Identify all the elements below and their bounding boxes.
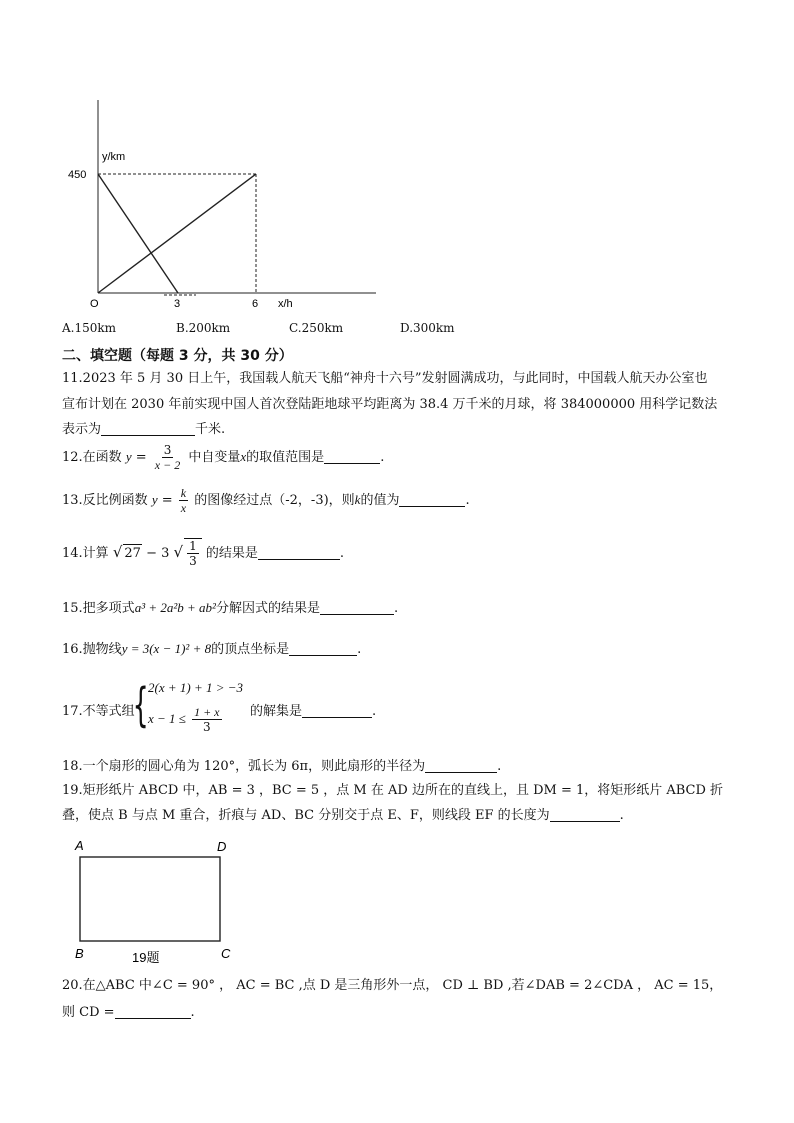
x-tick-3: 3 bbox=[174, 298, 181, 310]
q18-text: 18.一个扇形的圆心角为 120°，弧长为 6π，则此扇形的半径为 bbox=[62, 759, 426, 774]
q20-answer-blank[interactable] bbox=[115, 1004, 191, 1019]
q11-line2: 宣布计划在 2030 年前实现中国人首次登陆距地球平均距离为 38.4 万千米的月球，将 384000000 用科学记数法 bbox=[62, 397, 718, 412]
q14-text: 的结果是 bbox=[205, 546, 258, 561]
vertex-a: A bbox=[75, 838, 84, 853]
q16-text: 的顶点坐标是 bbox=[211, 642, 290, 657]
q18-answer-blank[interactable] bbox=[425, 758, 497, 773]
vertex-d: D bbox=[217, 839, 227, 854]
q12-end: . bbox=[380, 450, 385, 465]
q19-line2 bbox=[62, 807, 624, 825]
rectangle-abcd bbox=[80, 857, 220, 941]
q20-end: . bbox=[190, 1005, 195, 1020]
q14-prefix: 14.计算 bbox=[62, 546, 109, 561]
q16-expression: y = 3(x − 1)² + 8 bbox=[121, 641, 212, 656]
q11-line3-suffix: 千米. bbox=[195, 422, 226, 437]
option-a: A.150km bbox=[62, 321, 117, 335]
option-c: C.250km bbox=[289, 321, 344, 335]
q13-end: . bbox=[465, 493, 470, 508]
q17-inequality-2 bbox=[148, 705, 224, 734]
q14 bbox=[62, 538, 344, 568]
q12-denominator: x − 2 bbox=[154, 458, 181, 472]
q17-text: 的解集是 bbox=[250, 704, 303, 719]
option-d: D.300km bbox=[400, 321, 455, 335]
q17-numerator: 1 + x bbox=[194, 705, 220, 719]
q20-line2 bbox=[62, 1004, 195, 1022]
q16 bbox=[62, 640, 361, 659]
q13-fraction bbox=[179, 486, 188, 515]
q14-radicand: 27 bbox=[124, 546, 141, 561]
q15-prefix: 15.把多项式 bbox=[62, 601, 135, 616]
q15-end: . bbox=[393, 601, 399, 616]
q14-numerator: 1 bbox=[189, 539, 197, 553]
q16-prefix: 16.抛物线 bbox=[62, 642, 122, 657]
q13-var-y: y bbox=[151, 492, 158, 507]
q15 bbox=[62, 599, 398, 618]
q19-answer-blank[interactable] bbox=[550, 807, 620, 822]
q13-numerator: k bbox=[180, 486, 187, 500]
q12 bbox=[62, 443, 384, 472]
q16-end: . bbox=[357, 642, 362, 657]
q17-answer-blank[interactable] bbox=[302, 703, 372, 718]
q17-end: . bbox=[372, 704, 377, 719]
q19-end: . bbox=[619, 808, 624, 823]
section-title: 二、填空题（每题 3 分，共 30 分） bbox=[62, 348, 293, 364]
q14-radical-icon-2: √ bbox=[173, 543, 184, 561]
q15-text: 分解因式的结果是 bbox=[215, 601, 320, 616]
q12-prefix: 12.在函数 bbox=[62, 450, 122, 465]
q17-ineq2-left: x − 1 ≤ bbox=[148, 711, 186, 726]
q14-answer-blank[interactable] bbox=[258, 545, 340, 560]
system-brace-icon: { bbox=[132, 678, 149, 732]
q12-var-x: x bbox=[240, 449, 247, 464]
distance-time-graph bbox=[60, 92, 390, 322]
q11-answer-blank[interactable] bbox=[101, 421, 195, 436]
q12-numerator: 3 bbox=[163, 443, 172, 457]
q12-answer-blank[interactable] bbox=[324, 449, 380, 464]
q13-var-k: k bbox=[354, 492, 361, 507]
rectangle-figure bbox=[66, 836, 246, 968]
q17-tail bbox=[250, 703, 376, 721]
q11-line3-prefix: 表示为 bbox=[62, 422, 102, 437]
q15-expression: a³ + 2a²b + ab² bbox=[134, 600, 216, 615]
q14-radical-icon: √ bbox=[112, 543, 123, 561]
q18-end: . bbox=[497, 759, 502, 774]
q13-text-a: 的图像经过点（-2，-3)，则 bbox=[194, 493, 355, 508]
q16-answer-blank[interactable] bbox=[289, 641, 357, 656]
q12-text-a: 中自变量 bbox=[188, 450, 241, 465]
q11-line1: 11.2023 年 5 月 30 日上午，我国载人航天飞船“神舟十六号”发射圆满成功，与此同时，中国载人航天办公室也 bbox=[62, 371, 708, 386]
q14-denominator: 3 bbox=[189, 554, 197, 568]
q17-inequality-1: 2(x + 1) + 1 > −3 bbox=[148, 680, 244, 695]
q18 bbox=[62, 758, 501, 776]
q19-line2-text: 叠，使点 B 与点 M 重合，折痕与 AD、BC 分别交于点 E、F，则线段 EF 的长度为 bbox=[62, 808, 550, 823]
q13-text-b: 的值为 bbox=[360, 493, 400, 508]
option-b: B.200km bbox=[176, 321, 231, 335]
q20-line2-text: 则 CD = bbox=[62, 1005, 115, 1020]
vertex-c: C bbox=[221, 946, 231, 961]
q17-fraction bbox=[192, 705, 221, 734]
q17-denominator: 3 bbox=[202, 720, 211, 734]
q13-answer-blank[interactable] bbox=[399, 492, 465, 507]
q14-radical-fraction bbox=[184, 538, 202, 568]
q12-var-y: y bbox=[125, 449, 132, 464]
q17-prefix: 17.不等式组 bbox=[62, 704, 135, 719]
q12-equals: = bbox=[135, 450, 147, 465]
q20-line1: 20.在△ABC 中∠C = 90° ， AC = BC ,点 D 是三角形外一点， CD ⊥ BD ,若∠DAB = 2∠CDA ， AC = 15， bbox=[62, 978, 723, 993]
x-tick-6: 6 bbox=[252, 298, 259, 310]
q12-fraction bbox=[153, 443, 182, 472]
q13-denominator: x bbox=[180, 501, 187, 515]
line-450-to-3 bbox=[98, 174, 178, 293]
line-origin-to-6 bbox=[98, 174, 256, 293]
vertex-b: B bbox=[75, 946, 84, 961]
q14-end: . bbox=[339, 546, 345, 561]
q13-equals: = bbox=[161, 493, 173, 508]
q11-line3 bbox=[62, 421, 225, 439]
origin-label: O bbox=[90, 298, 99, 310]
q14-minus-three: − 3 bbox=[146, 546, 170, 561]
y-axis-label: y/km bbox=[102, 151, 126, 163]
q13-prefix: 13.反比例函数 bbox=[62, 493, 148, 508]
q12-text-b: 的取值范围是 bbox=[246, 450, 325, 465]
q15-answer-blank[interactable] bbox=[320, 600, 394, 615]
x-axis-label: x/h bbox=[278, 298, 293, 310]
q13 bbox=[62, 486, 470, 515]
q19-line1: 19.矩形纸片 ABCD 中，AB = 3 ，BC = 5 ，点 M 在 AD 边所在的直线上，且 DM = 1，将矩形纸片 ABCD 折 bbox=[62, 783, 724, 798]
y-tick-450: 450 bbox=[68, 169, 87, 181]
figure-caption: 19题 bbox=[132, 950, 160, 965]
